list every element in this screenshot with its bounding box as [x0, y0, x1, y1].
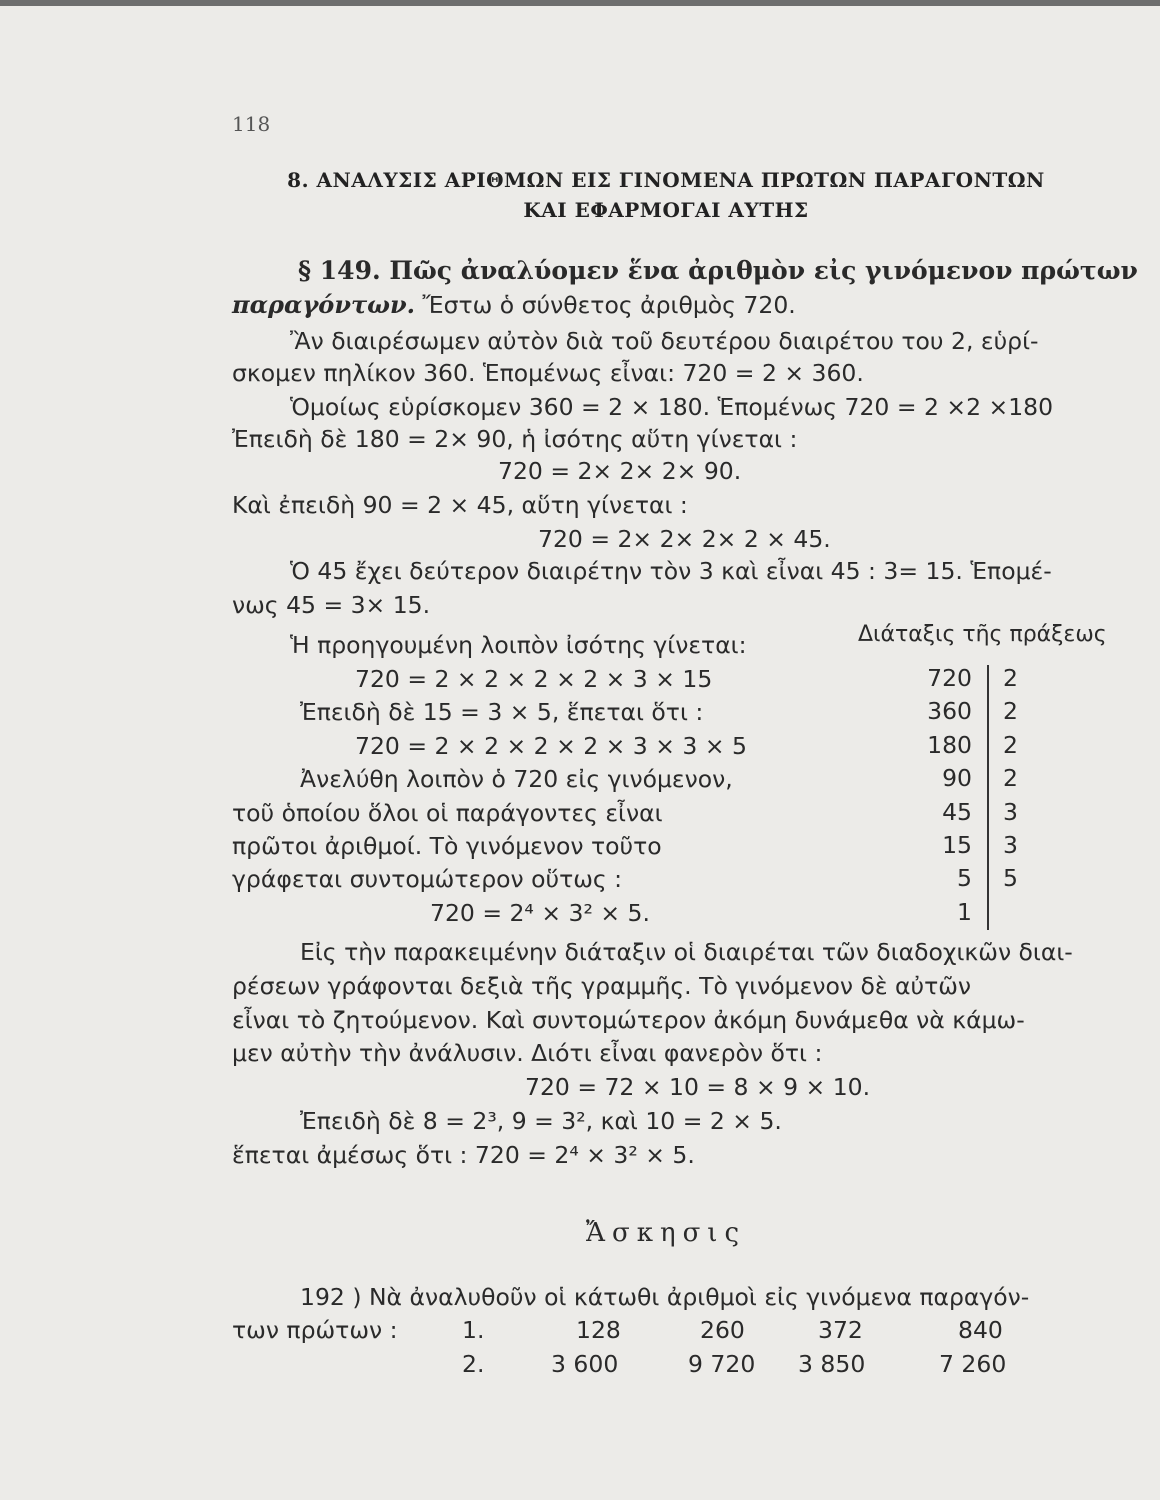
division-table-title: Διάταξις τῆς πράξεως	[858, 622, 1107, 647]
divisor-cell: 5	[1003, 864, 1018, 892]
exercise-number: 260	[700, 1316, 745, 1344]
division-table-rule	[987, 665, 989, 930]
text-line: ἕπεται ἀμέσως ὅτι : 720 = 2⁴ × 3² × 5.	[232, 1141, 695, 1169]
text-line: ρέσεων γράφονται δεξιὰ τῆς γραμμῆς. Τὸ γινόμενον δὲ αὐτῶν	[232, 972, 972, 1000]
text-line: τοῦ ὁποίου ὅλοι οἱ παράγοντες εἶναι	[232, 799, 663, 827]
text-line: Ὁ 45 ἔχει δεύτερον διαιρέτην τὸν 3 καὶ εἶναι 45 : 3= 15. Ἑπομέ-	[290, 557, 1052, 585]
dividend-cell: 1	[957, 898, 972, 926]
divisor-cell: 2	[1003, 664, 1018, 692]
chapter-heading-line-2: ΚΑΙ ΕΦΑΡΜΟΓΑΙ ΑΥΤΗΣ	[523, 198, 809, 222]
divisor-cell: 2	[1003, 731, 1018, 759]
page-number: 118	[232, 112, 271, 136]
exercise-title: Ἄσκησις	[585, 1218, 747, 1248]
text-line: Ὁμοίως εὑρίσκομεν 360 = 2 × 180. Ἑπομένως 720 = 2 ×2 ×180	[290, 393, 1054, 421]
text-line: εἶναι τὸ ζητούμενον. Καὶ συντομώτερον ἀκόμη δυνάμεθα νὰ κάμω-	[232, 1006, 1025, 1034]
equation-line: 720 = 72 × 10 = 8 × 9 × 10.	[525, 1073, 871, 1101]
equation-line: 720 = 2⁴ × 3² × 5.	[430, 899, 650, 927]
section-title-continued	[232, 290, 796, 320]
dividend-cell: 15	[942, 831, 972, 859]
exercise-row-label: 2.	[462, 1350, 485, 1378]
section-title-end: παραγόντων.	[232, 290, 415, 319]
dividend-cell: 45	[942, 798, 972, 826]
divisor-cell: 3	[1003, 798, 1018, 826]
text-line: σκομεν πηλίκον 360. Ἑπομένως εἶναι: 720 = 2 × 360.	[232, 359, 864, 387]
divisor-cell: 3	[1003, 831, 1018, 859]
divisor-cell: 2	[1003, 697, 1018, 725]
exercise-number: 840	[958, 1316, 1003, 1344]
exercise-text-continued: των πρώτων :	[232, 1316, 398, 1344]
dividend-cell: 5	[957, 864, 972, 892]
equation-line: 720 = 2× 2× 2× 90.	[498, 457, 742, 485]
text-line: νως 45 = 3× 15.	[232, 591, 431, 619]
exercise-row-label: 1.	[462, 1316, 485, 1344]
text-line: Ἐπειδὴ δὲ 180 = 2× 90, ἡ ἰσότης αὕτη γίνεται :	[232, 425, 798, 453]
text-line: Ἡ προηγουμένη λοιπὸν ἰσότης γίνεται:	[290, 631, 747, 659]
dividend-cell: 90	[942, 764, 972, 792]
exercise-number: 3 850	[798, 1350, 866, 1378]
exercise-text: 192 ) Νὰ ἀναλυθοῦν οἱ κάτωθι ἀριθμοὶ εἰς γινόμενα παραγόν-	[300, 1283, 1030, 1311]
text-line: γράφεται συντομώτερον οὕτως :	[232, 865, 623, 893]
text-line: Καὶ ἐπειδὴ 90 = 2 × 45, αὕτη γίνεται :	[232, 491, 688, 519]
equation-line: 720 = 2× 2× 2× 2 × 45.	[538, 525, 831, 553]
equation-line: 720 = 2 × 2 × 2 × 2 × 3 × 3 × 5	[355, 732, 747, 760]
dividend-cell: 360	[927, 697, 972, 725]
text-line: Ἂν διαιρέσωμεν αὐτὸν διὰ τοῦ δευτέρου διαιρέτου του 2, εὑρί-	[290, 327, 1039, 355]
equation-line: 720 = 2 × 2 × 2 × 2 × 3 × 15	[355, 665, 713, 693]
text-line: Εἰς τὴν παρακειμένην διάταξιν οἱ διαιρέται τῶν διαδοχικῶν διαι-	[300, 938, 1073, 966]
scan-top-border	[0, 0, 1160, 6]
exercise-number: 3 600	[551, 1350, 619, 1378]
exercise-number: 372	[818, 1316, 863, 1344]
text-line: Ἐπειδὴ δὲ 15 = 3 × 5, ἕπεται ὅτι :	[300, 698, 704, 726]
section-title-text: § 149. Πῶς ἀναλύομεν ἕνα ἀριθμὸν εἰς γινόμενον πρώτων	[298, 256, 1138, 285]
text-line: πρῶτοι ἀριθμοί. Τὸ γινόμενον τοῦτο	[232, 832, 662, 860]
dividend-cell: 720	[927, 664, 972, 692]
exercise-number: 7 260	[939, 1350, 1007, 1378]
exercise-number: 9 720	[688, 1350, 756, 1378]
text-line: Ἐπειδὴ δὲ 8 = 2³, 9 = 3², καὶ 10 = 2 × 5.	[300, 1107, 782, 1135]
dividend-cell: 180	[927, 731, 972, 759]
exercise-number: 128	[576, 1316, 621, 1344]
section-intro-text: Ἔστω ὁ σύνθετος ἀριθμὸς 720.	[414, 291, 796, 319]
chapter-heading-line-1: 8. ΑΝΑΛΥΣΙΣ ΑΡΙΘΜΩΝ ΕΙΣ ΓΙΝΟΜΕΝΑ ΠΡΩΤΩΝ ΠΑΡΑΓΟΝΤΩΝ	[287, 168, 1045, 192]
text-line: Ἀνελύθη λοιπὸν ὁ 720 εἰς γινόμενον,	[300, 765, 733, 793]
section-title	[298, 256, 1138, 286]
divisor-cell: 2	[1003, 764, 1018, 792]
text-line: μεν αὐτὴν τὴν ἀνάλυσιν. Διότι εἶναι φανερὸν ὅτι :	[232, 1039, 823, 1067]
